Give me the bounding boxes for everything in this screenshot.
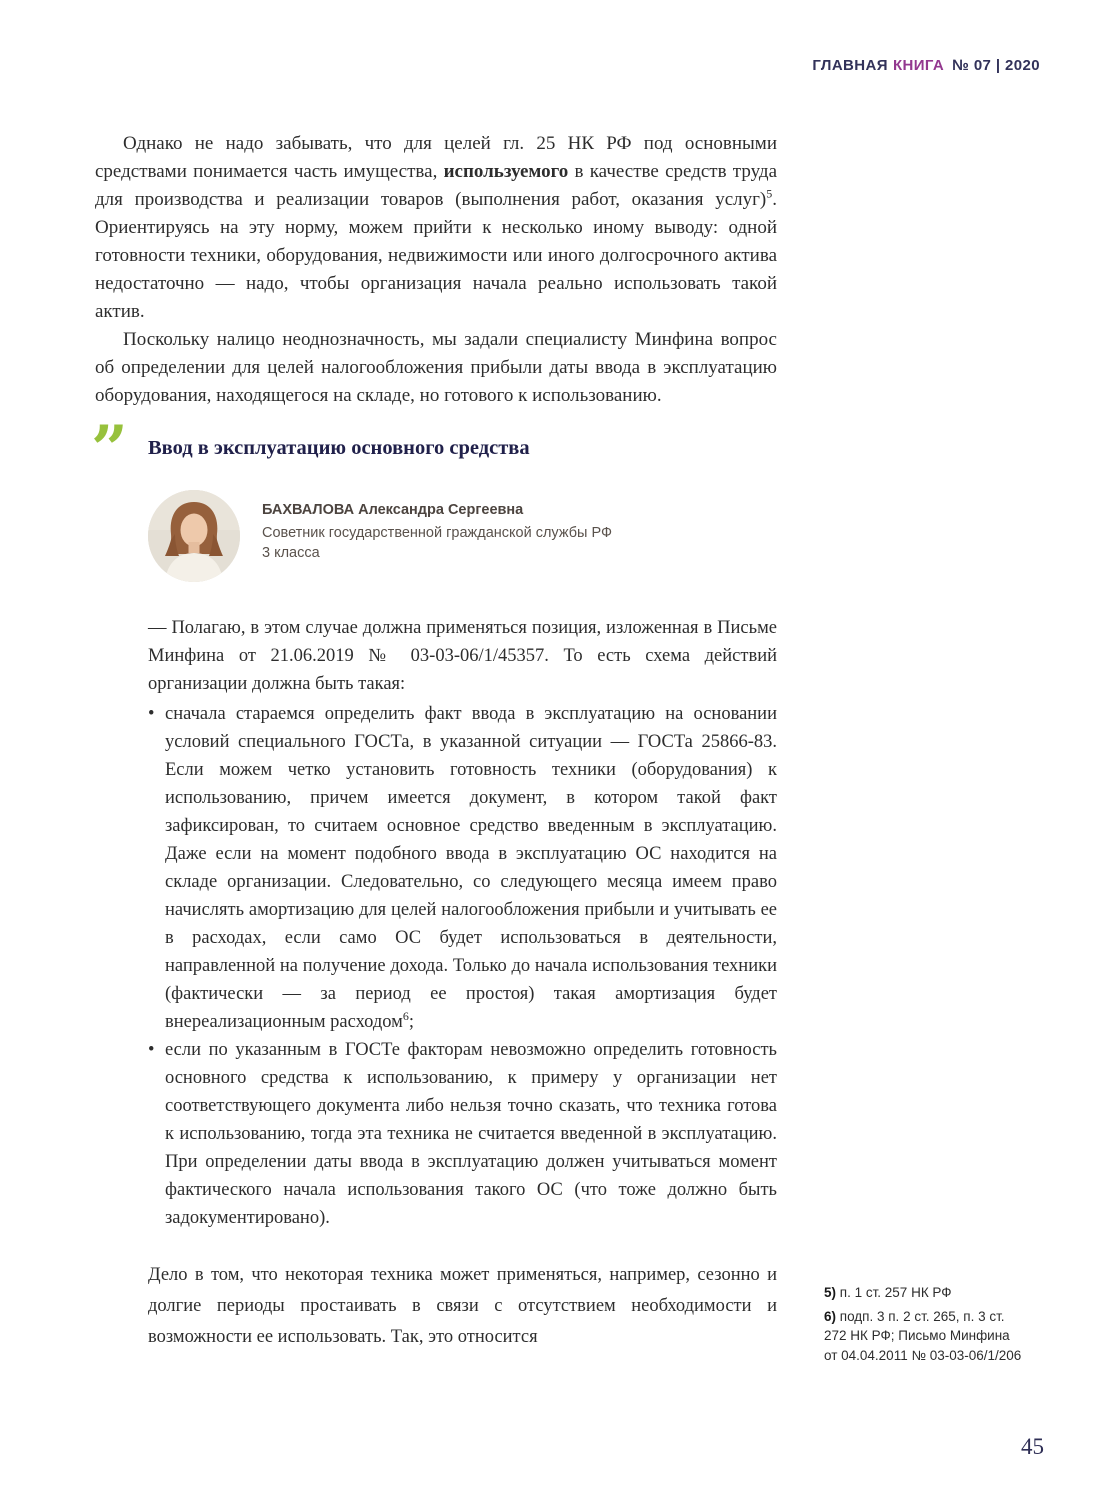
bold-term: используемого (443, 161, 569, 182)
bullet-text-tail: ; (408, 1012, 415, 1032)
footnote-ref-5: 5 (766, 186, 773, 201)
expert-quote-section (91, 412, 777, 1353)
footnote-number: 6) (824, 1308, 837, 1324)
quote-bullet-list (148, 700, 777, 1232)
expert-card (148, 490, 777, 582)
quote-header (91, 412, 777, 487)
quote-heading: Ввод в эксплуатацию основного средства (148, 437, 530, 459)
quote-intro-paragraph: — Полагаю, в этом случае должна применяться позиция, изложенная в Письме Минфина от 21.06.2019 № 03-03-06/1/45357. То есть схема действий организации должна быть такая: (148, 618, 777, 694)
brand-kniga: КНИГА (892, 57, 945, 74)
paragraph-text: в качестве средств труда для производства и реализации товаров (выполнения работ, оказания услуг) (95, 161, 777, 210)
expert-avatar (148, 490, 240, 582)
page-header (812, 57, 1040, 74)
footnotes-sidebar (824, 1283, 1024, 1369)
paragraph-text: Однако не надо забывать, что для целей гл. 25 НК РФ под основными средствами понимается часть имущества, (95, 133, 777, 182)
quote-icon: ” (91, 412, 128, 487)
footnote-5 (824, 1283, 1024, 1303)
bullet-item-1 (148, 700, 777, 1036)
footnote-ref-6: 6 (402, 1008, 409, 1023)
bullet-item-2: • если по указанным в ГОСТе факторам невозможно определить готовность основного средства к использованию, к примеру у организации нет соответствующего документа либо нельзя точно сказать, что техника готова к использованию, тогда эта техника не считается введенной в эксплуатацию. При определении даты ввода в эксплуатацию должен учитываться момент фактического начала использования такого ОС (что тоже должно быть задокументировано). (148, 1036, 777, 1232)
footnote-number: 5) (824, 1285, 837, 1300)
bullet-text: сначала стараемся определить факт ввода в эксплуатацию на основании условий специального ГОСТа, в указанной ситуации — ГОСТа 25866-83. Если можем четко установить готовность техники (оборудования) к использованию, причем имеется документ, в котором такой факт зафиксирован, то считаем основное средство введенным в эксплуатацию. Даже если на момент подобного ввода в эксплуатацию ОС находится на складе организации. Следовательно, со следующего месяца имеем право начислять амортизацию для целей налогообложения прибыли и учитывать ее в расходах, если само ОС будет использоваться в деятельности, направленной на получение дохода. Только до начала использования техники (фактически — за период ее простоя) такая амортизация будет внереализационным расходом (165, 704, 777, 1032)
expert-meta (262, 490, 612, 563)
closing-paragraph: Дело в том, что некоторая техника может применяться, например, сезонно и долгие периоды простаивать в связи с отсутствием необходимости и возможности ее использовать. Так, это относится (148, 1265, 777, 1347)
expert-title-line1: Советник государственной гражданской службы РФ (262, 525, 612, 541)
main-column (91, 130, 777, 1353)
brand-glavnaya: ГЛАВНАЯ (812, 57, 888, 74)
paragraph-text: . Ориентируясь на эту норму, можем прийти к несколько иному выводу: одной готовности техники, оборудования, недвижимости или иного долгосрочного актива недостаточно — надо, чтобы организация начала реально использовать такой актив. (95, 189, 777, 322)
footnote-6 (824, 1307, 1024, 1366)
footnote-text: п. 1 ст. 257 НК РФ (839, 1285, 952, 1300)
issue-number: № 07 | 2020 (952, 57, 1040, 74)
page-number: 45 (1021, 1434, 1044, 1459)
expert-name: БАХВАЛОВА Александра Сергеевна (262, 502, 524, 518)
intro-paragraph-2: Поскольку налицо неоднозначность, мы задали специалисту Минфина вопрос об определении для целей налогообложения прибыли даты ввода в эксплуатацию оборудования, находящегося на складе, но готового к использованию. (95, 329, 777, 406)
intro-paragraph-1 (95, 130, 777, 326)
expert-title-line2: 3 класса (262, 545, 320, 561)
expert-photo-illustration (148, 490, 240, 582)
footnote-text: подп. 3 п. 2 ст. 265, п. 3 ст. 272 НК РФ; Письмо Минфина от 04.04.2011 № 03-03-06/1/206 (824, 1308, 1022, 1363)
